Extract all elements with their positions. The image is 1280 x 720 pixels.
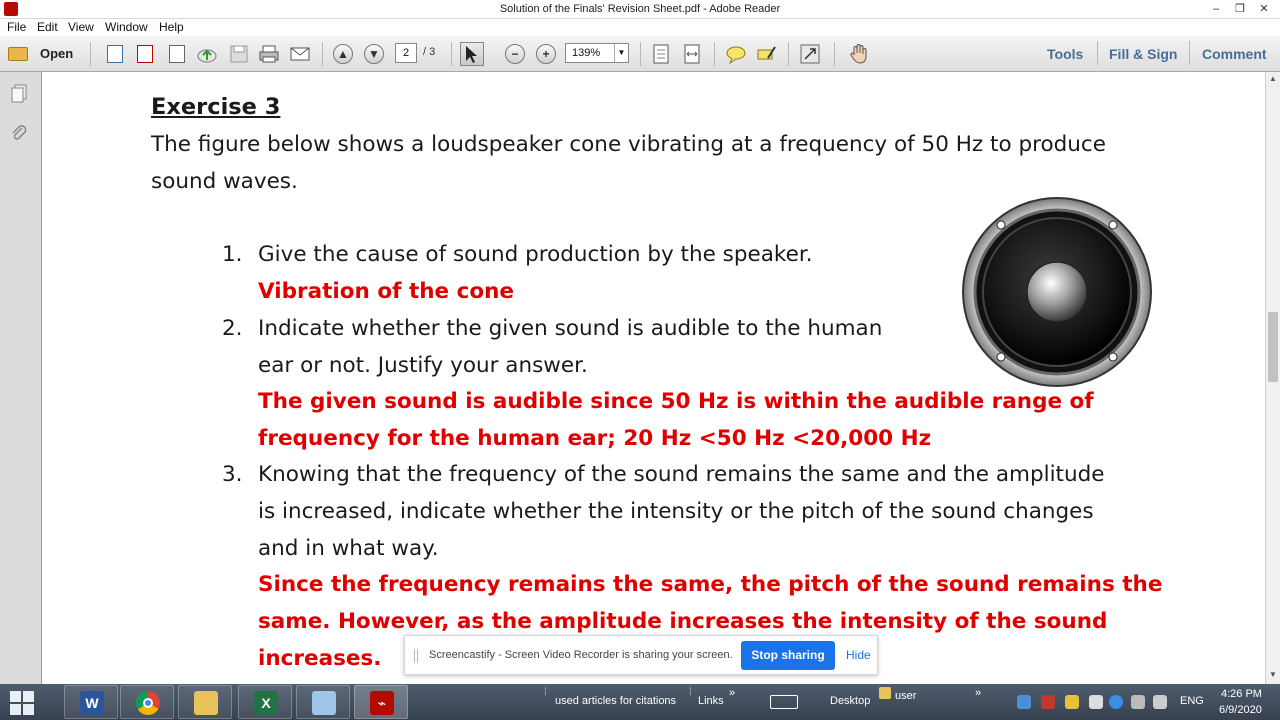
menu-help[interactable]: Help [159,20,184,34]
toolbar-grip-icon: ⁞ [689,687,692,698]
language-indicator[interactable]: ENG [1180,695,1204,707]
question-1: Give the cause of sound production by the speaker. [258,242,813,267]
close-button[interactable]: ✕ [1259,3,1269,15]
menu-bar [0,19,1280,36]
next-page-icon[interactable]: ▼ [364,44,384,64]
chevron-down-icon: ▼ [614,44,628,62]
menu-file[interactable]: File [7,20,27,34]
answer-2-line2: frequency for the human ear; 20 Hz <50 Hz <20,000 Hz [258,426,932,451]
word-icon: W [80,691,104,715]
document-page [43,72,1265,684]
tray-app-icon[interactable] [1041,695,1055,709]
links-toolbar[interactable]: Links [698,695,724,707]
stop-sharing-button[interactable]: Stop sharing [741,641,835,670]
intro-text-line1: The figure below shows a loudspeaker cone vibrating at a frequency of 50 Hz to produce [151,132,1106,157]
taskbar-file-explorer[interactable] [178,685,232,719]
answer-3-line2: same. However, as the amplitude increases the intensity of the sound [258,609,1108,634]
tools-link[interactable]: Tools [1047,46,1084,62]
battery-icon[interactable] [1089,695,1103,709]
user-folder-icon[interactable] [879,687,891,699]
highlight-icon[interactable] [756,44,778,64]
desktop-toolbar[interactable]: Desktop [830,695,871,707]
vertical-scrollbar[interactable] [1265,72,1280,684]
sharing-message: Screencastify - Screen Video Recorder is sharing your screen. [429,649,733,661]
attachments-icon[interactable] [10,124,28,142]
question-2-line2: ear or not. Justify your answer. [258,353,588,378]
previous-page-icon[interactable]: ▲ [333,44,353,64]
print-icon[interactable] [258,43,280,65]
tray-app-icon[interactable] [1017,695,1031,709]
toolbar-separator [1097,41,1098,65]
adobe-reader-icon: ⌁ [370,691,394,715]
question-2-line1: Indicate whether the given sound is audible to the human [258,316,883,341]
screen-sharing-bar [404,635,878,675]
clock-time[interactable]: 4:26 PM [1221,688,1262,700]
toolbar-separator [714,42,715,66]
taskbar-word[interactable] [64,685,118,719]
left-navigation-pane [0,72,42,684]
user-toolbar[interactable]: user [895,690,917,702]
chrome-icon [136,691,160,715]
warning-icon[interactable] [1065,695,1079,709]
toolbar-grip-icon: ⁞ [544,687,547,698]
exercise-heading: Exercise 3 [151,94,281,120]
question-number: 1. [222,242,243,267]
question-number: 2. [222,316,243,341]
page-thumbnails-icon[interactable] [10,84,28,102]
comment-link[interactable]: Comment [1202,46,1267,62]
email-icon[interactable] [289,43,311,65]
taskbar-photos[interactable] [296,685,350,719]
question-3-line3: and in what way. [258,536,439,561]
toolbar-link-citations[interactable]: used articles for citations [555,695,677,707]
toolbar-separator [640,42,641,66]
taskbar-chrome[interactable] [120,685,174,719]
menu-edit[interactable]: Edit [37,20,58,34]
create-pdf-icon[interactable] [104,43,126,65]
fill-sign-link[interactable]: Fill & Sign [1109,46,1178,62]
edit-pdf-icon[interactable] [166,43,188,65]
scroll-down-icon[interactable]: ▼ [1269,670,1277,679]
page-total: / 3 [423,46,436,58]
toolbar-separator [322,42,323,66]
title-bar [0,0,1280,19]
drag-handle-icon[interactable] [414,649,418,663]
toolbar-separator [788,42,789,66]
chevron-right-icon[interactable]: » [975,687,982,699]
photos-icon [312,691,336,715]
folder-icon [194,691,218,715]
zoom-value: 139% [572,47,601,59]
answer-2-line1: The given sound is audible since 50 Hz is within the audible range of [258,389,1094,414]
taskbar-excel[interactable] [238,685,292,719]
menu-view[interactable]: View [68,20,94,34]
answer-3-line1: Since the frequency remains the same, the pitch of the sound remains the [258,572,1163,597]
toolbar-separator [90,42,91,66]
tray-app-icon[interactable] [1109,695,1123,709]
fit-page-icon[interactable] [650,43,672,65]
windows-start-icon[interactable] [8,689,36,715]
taskbar [0,684,1280,720]
network-icon[interactable] [1131,695,1145,709]
intro-text-line2: sound waves. [151,169,298,194]
keyboard-icon[interactable] [770,695,798,709]
cloud-upload-icon[interactable] [196,43,218,65]
chevron-right-icon[interactable]: » [729,687,736,699]
window-title: Solution of the Finals' Revision Sheet.pdf - Adobe Reader [499,3,781,15]
scrollbar-thumb[interactable] [1268,312,1278,382]
question-3-line1: Knowing that the frequency of the sound remains the same and the amplitude [258,462,1105,487]
hand-tool-icon[interactable] [848,43,870,65]
open-label: Open [40,46,74,61]
taskbar-adobe-reader[interactable] [354,685,408,719]
scroll-up-icon[interactable]: ▲ [1269,74,1277,83]
open-button[interactable] [6,43,78,65]
fit-width-icon[interactable] [681,43,703,65]
volume-icon[interactable] [1153,695,1167,709]
clock-date[interactable]: 6/9/2020 [1219,704,1262,716]
comment-note-icon[interactable] [725,44,747,64]
question-number: 3. [222,462,243,487]
select-tool-icon[interactable] [460,42,484,66]
hide-button[interactable]: Hide [846,648,871,662]
full-screen-icon[interactable] [799,43,821,65]
maximize-button[interactable]: ❐ [1235,3,1245,15]
excel-icon: X [254,691,278,715]
loudspeaker-figure [960,195,1154,389]
minimize-button[interactable]: – [1212,3,1220,15]
toolbar-separator [451,42,452,66]
toolbar-separator [834,42,835,66]
zoom-select[interactable] [565,43,629,63]
export-pdf-icon[interactable] [134,43,156,65]
zoom-out-icon[interactable]: − [505,44,525,64]
folder-icon [8,47,28,61]
answer-3-line3: increases. [258,646,382,671]
zoom-in-icon[interactable]: + [536,44,556,64]
toolbar-separator [1189,41,1190,65]
answer-1: Vibration of the cone [258,279,515,304]
page-number-input[interactable]: 2 [395,43,417,63]
save-icon[interactable] [228,43,250,65]
question-3-line2: is increased, indicate whether the intensity or the pitch of the sound changes [258,499,1094,524]
menu-window[interactable]: Window [105,20,148,34]
